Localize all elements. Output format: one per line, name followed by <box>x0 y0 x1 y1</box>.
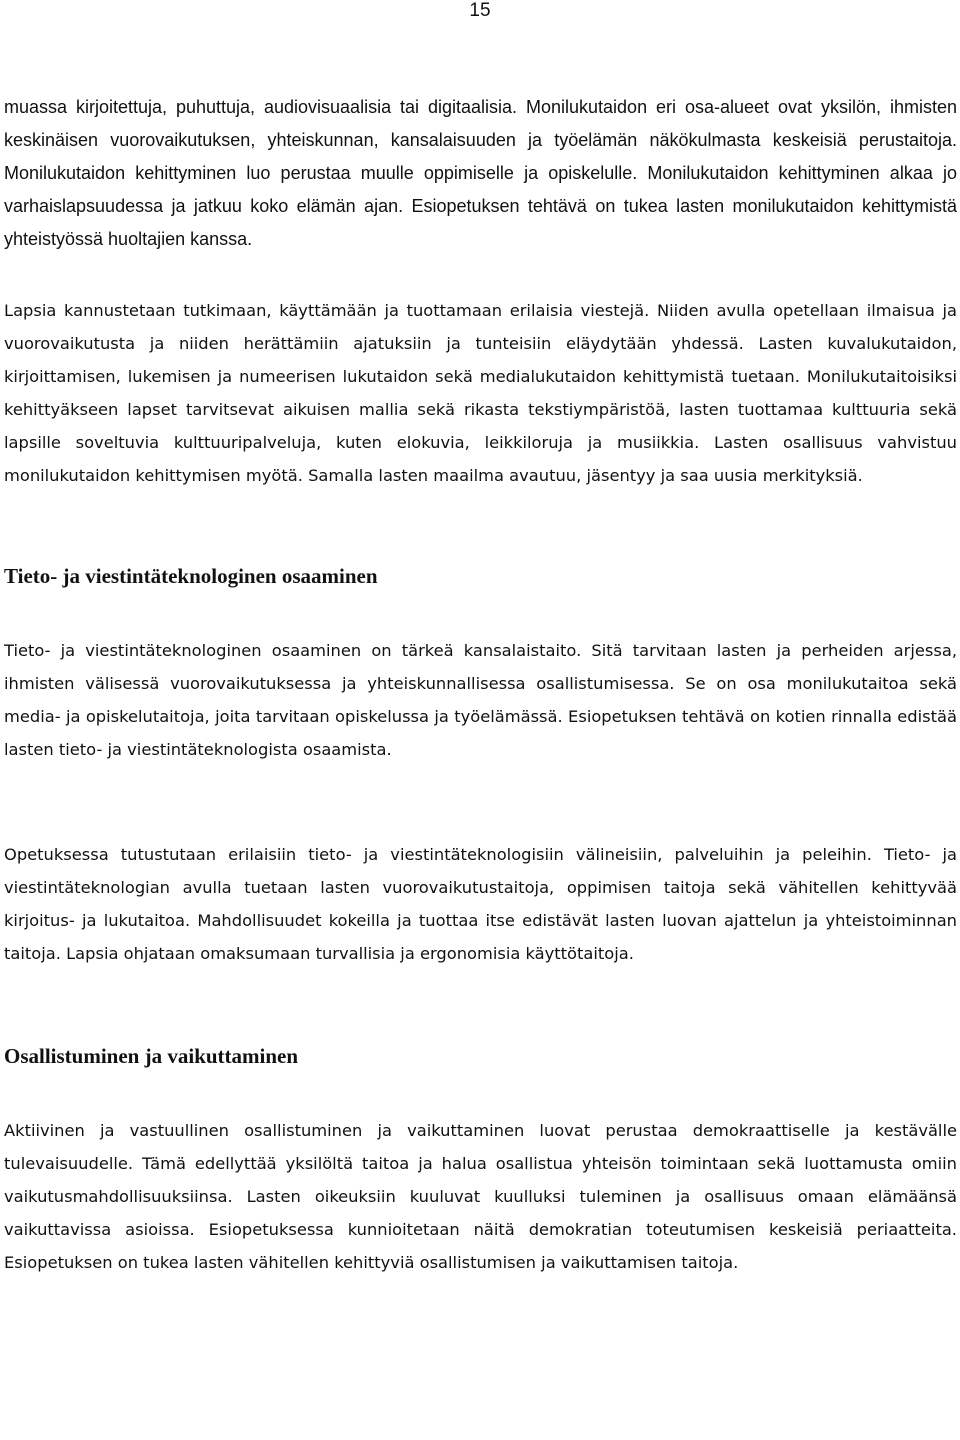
section-heading-participation: Osallistuminen ja vaikuttaminen <box>4 1044 299 1068</box>
section-heading-ict: Tieto- ja viestintäteknologinen osaaminen <box>4 564 378 588</box>
paragraph-multiliteracy-practice: Lapsia kannustetaan tutkimaan, käyttämään ja tuottamaan erilaisia viestejä. Niiden avulla opetellaan ilmaisua ja vuorovaikutusta ja niiden herättämiin ajatuksiin ja tunteisiin eläydytään yhdessä. Lasten kuvalukutaidon, kirjoittamisen, lukemisen ja numeerisen lukutaidon sekä medialukutaidon kehittymistä tuetaan. Monilukutaitoisiksi kehittyäkseen lapset tarvitsevat aikuisen mallia sekä rikasta tekstiympäristöä, lasten tuottamaa kulttuuria sekä lapsille soveltuvia kulttuuripalveluja, kuten elokuvia, leikkiloruja ja musiikkia. Lasten osallisuus vahvistuu monilukutaidon kehittymisen myötä. Samalla lasten maailma avautuu, jäsentyy ja saa uusia merkityksiä. <box>4 301 957 485</box>
paragraph-ict-teaching: Opetuksessa tutustutaan erilaisiin tieto- ja viestintäteknologisiin välineisiin, palveluihin ja peleihin. Tieto- ja viestintäteknologian avulla tuetaan lasten vuorovaikutustaitoja, oppimisen taitoja sekä vähitellen kehittyvää kirjoitus- ja lukutaitoa. Mahdollisuudet kokeilla ja tuottaa itse edistävät lasten luovan ajattelun ja yhteistoiminnan taitoja. Lapsia ohjataan omaksumaan turvallisia ja ergonomisia käyttötaitoja. <box>4 845 957 963</box>
paragraph-ict-importance: Tieto- ja viestintäteknologinen osaaminen on tärkeä kansalaistaito. Sitä tarvitaan lasten ja perheiden arjessa, ihmisten välisessä vuorovaikutuksessa ja yhteiskunnallisessa osallistumisessa. Se on osa monilukutaitoa sekä media- ja opiskelutaitoja, joita tarvitaan opiskelussa ja työelämässä. Esiopetuksen tehtävä on kotien rinnalla edistää lasten tieto- ja viestintäteknologista osaamista. <box>4 641 957 759</box>
paragraph-participation: Aktiivinen ja vastuullinen osallistuminen ja vaikuttaminen luovat perustaa demokraattiselle ja kestävälle tulevaisuudelle. Tämä edellyttää yksilöltä taitoa ja halua osallistua yhteisön toimintaan sekä luottamusta omiin vaikutusmahdollisuuksiinsa. Lasten oikeuksiin kuuluvat kuulluksi tuleminen ja osallisuus omaan elämäänsä vaikuttavissa asioissa. Esiopetuksessa kunnioitetaan näitä demokratian toteutumisen keskeisiä periaatteita. Esiopetuksen on tukea lasten vähitellen kehittyviä osallistumisen ja vaikuttamisen taitoja. <box>4 1121 957 1272</box>
document-body <box>4 91 957 1279</box>
paragraph-multiliteracy-intro: muassa kirjoitettuja, puhuttuja, audiovisuaalisia tai digitaalisia. Monilukutaidon eri osa-alueet ovat yksilön, ihmisten keskinäisen vuorovaikutuksen, yhteiskunnan, kansalaisuuden ja työelämän näkökulmasta keskeisiä perustaitoja. Monilukutaidon kehittyminen luo perustaa muulle oppimiselle ja opiskelulle. Monilukutaidon kehittyminen alkaa jo varhaislapsuudessa ja jatkuu koko elämän ajan. Esiopetuksen tehtävä on tukea lasten monilukutaidon kehittymistä yhteistyössä huoltajien kanssa. <box>4 97 957 249</box>
page-number: 15 <box>469 0 491 21</box>
